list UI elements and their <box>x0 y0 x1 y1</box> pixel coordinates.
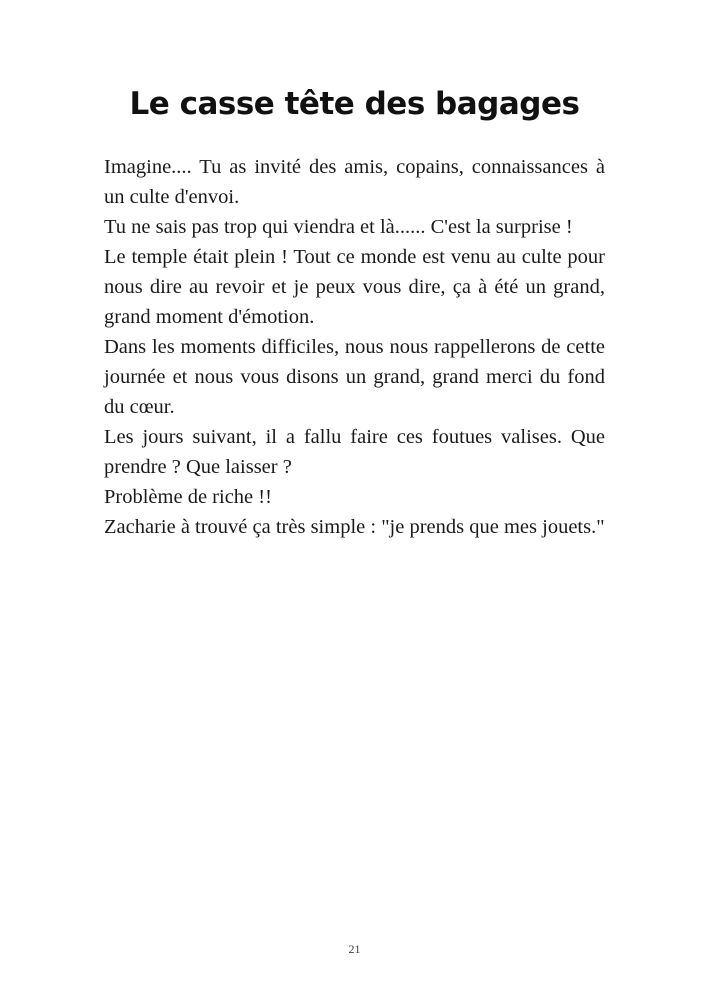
paragraph-thanks: Dans les moments difficiles, nous nous rappellerons de cette journée et nous vous disons un grand, grand merci du fond du cœur. <box>104 336 605 418</box>
page-number: 21 <box>348 942 361 956</box>
body-text <box>104 152 605 542</box>
paragraph-invitation: Imagine.... Tu as invité des amis, copains, connaissances à un culte d'envoi. <box>104 156 605 208</box>
paragraph-zacharie: Zacharie à trouvé ça très simple : "je prends que mes jouets." <box>104 516 605 538</box>
paragraph-rich-problem: Problème de riche !! <box>104 486 272 508</box>
paragraph-temple: Le temple était plein ! Tout ce monde est venu au culte pour nous dire au revoir et je peux vous dire, ça à été un grand, grand moment d'émotion. <box>104 246 605 328</box>
paragraph-suitcases: Les jours suivant, il a fallu faire ces foutues valises. Que prendre ? Que laisser ? <box>104 426 605 478</box>
paragraph-surprise: Tu ne sais pas trop qui viendra et là...... C'est la surprise ! <box>104 216 573 238</box>
page-title: Le casse tête des bagages <box>129 86 580 122</box>
